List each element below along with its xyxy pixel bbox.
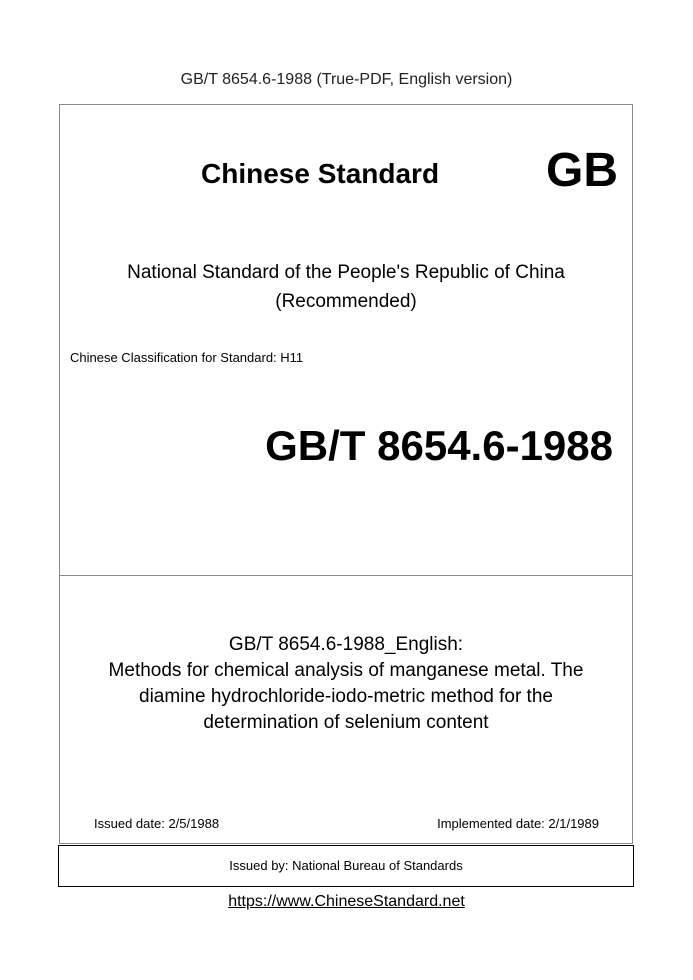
- gb-mark: GB: [546, 144, 618, 197]
- english-title-line2: Methods for chemical analysis of manganese metal. The: [108, 660, 584, 681]
- document-header: GB/T 8654.6-1988 (True-PDF, English version): [180, 71, 513, 88]
- section-divider: [59, 575, 633, 576]
- english-title-line1: GB/T 8654.6-1988_English:: [228, 634, 464, 655]
- national-title-line1: National Standard of the People's Republic of China: [127, 262, 565, 283]
- national-standard-title: [59, 258, 633, 316]
- implemented-date: Implemented date: 2/1/1989: [437, 816, 599, 831]
- website-link[interactable]: https://www.ChineseStandard.net: [228, 893, 465, 910]
- national-title-line2: (Recommended): [275, 291, 417, 312]
- english-title-line3: diamine hydrochloride-iodo-metric method for the: [139, 686, 553, 707]
- issued-by-box: Issued by: National Bureau of Standards: [58, 845, 634, 887]
- issued-date: Issued date: 2/5/1988: [94, 816, 220, 831]
- standard-number: GB/T 8654.6-1988: [265, 422, 613, 469]
- chinese-standard-heading: Chinese Standard: [201, 158, 440, 189]
- classification-text: Chinese Classification for Standard: H11: [70, 350, 304, 365]
- english-title: [79, 632, 613, 736]
- english-title-line4: determination of selenium content: [203, 712, 489, 733]
